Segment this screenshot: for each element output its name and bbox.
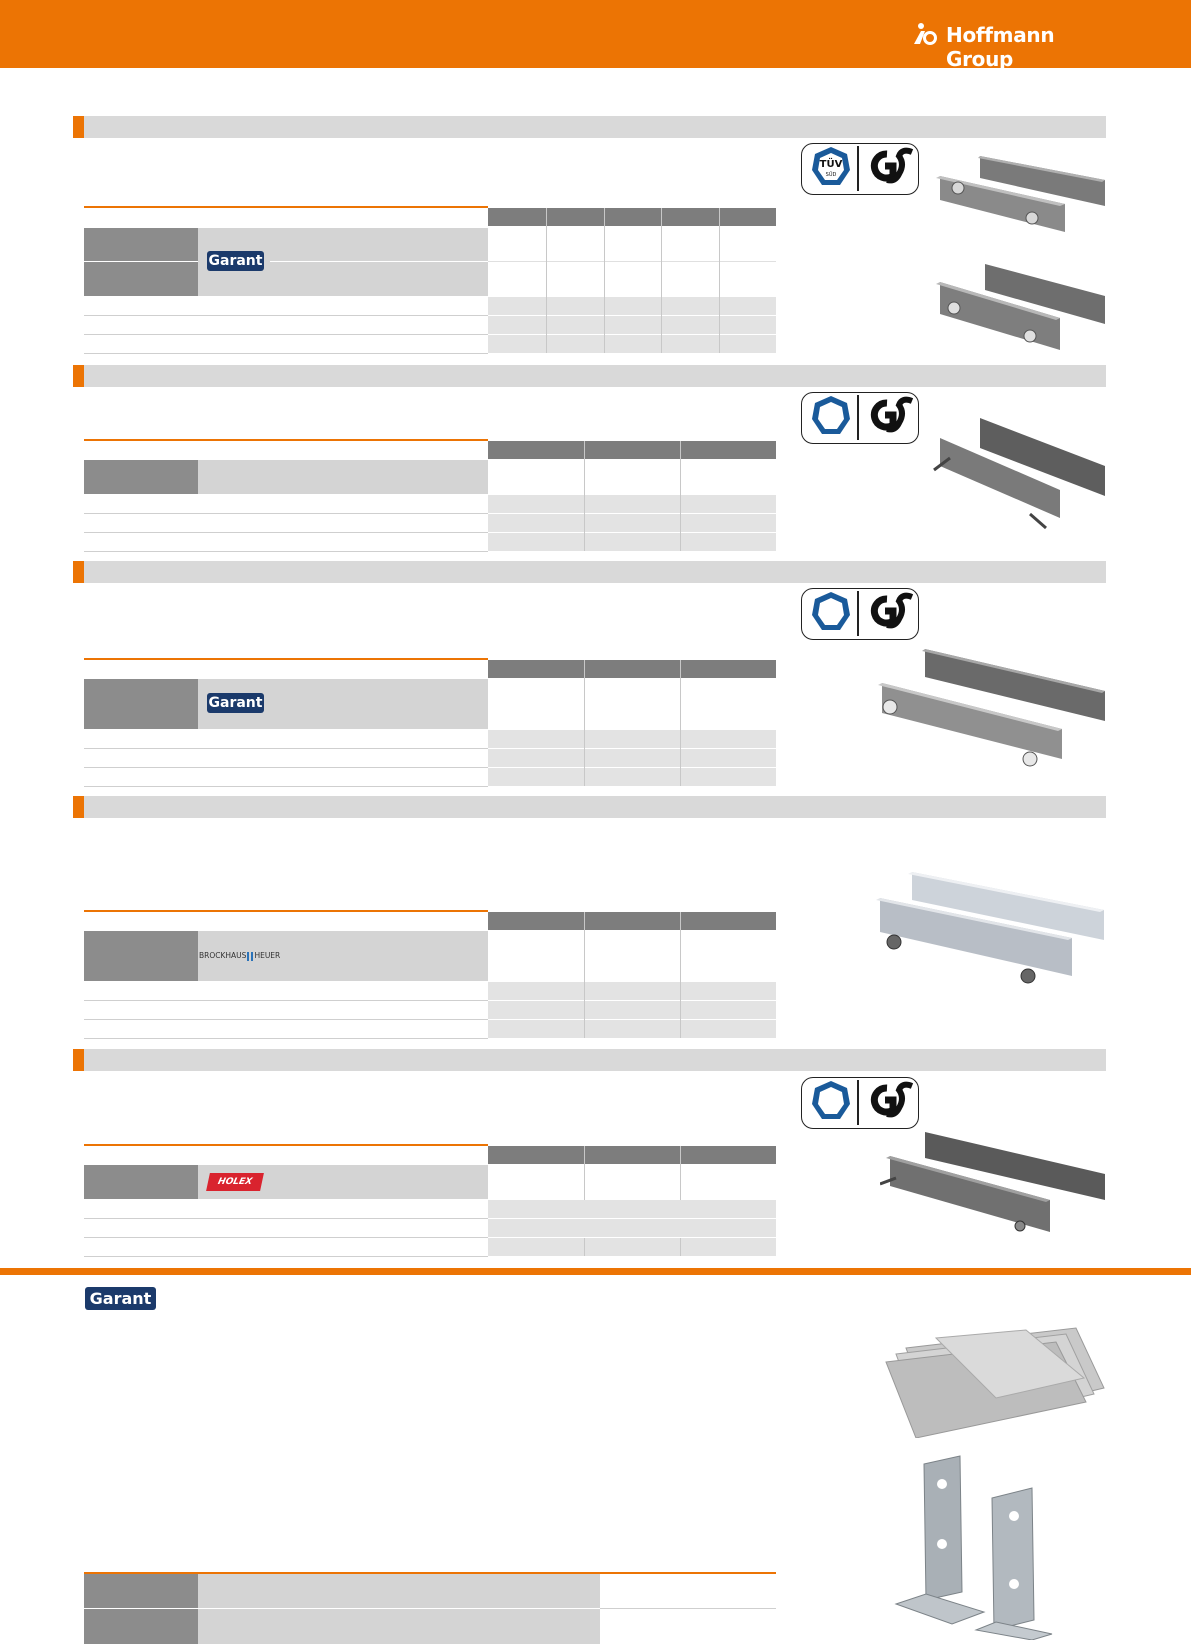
table-5-label-cell bbox=[84, 1165, 198, 1199]
table-2-row-3 bbox=[488, 533, 776, 551]
table-3-line-2 bbox=[84, 767, 488, 768]
table-1-brand-divider bbox=[270, 261, 488, 262]
table-3-line-1 bbox=[84, 748, 488, 749]
section-4-rule bbox=[84, 910, 488, 912]
vise-jaw-photo-1 bbox=[930, 148, 1110, 240]
table-1-label-divider bbox=[84, 261, 198, 262]
bottom-table-value-divider bbox=[600, 1608, 776, 1609]
table-1-header bbox=[488, 208, 776, 226]
section-marker-4 bbox=[73, 796, 84, 818]
table-3-row-2 bbox=[488, 749, 776, 767]
table-5-col-1a bbox=[584, 1146, 585, 1200]
table-1-label-cell bbox=[84, 228, 198, 296]
table-2-line-1 bbox=[84, 513, 488, 514]
tuv-gs-badge-5 bbox=[801, 1077, 919, 1129]
table-3-col-2 bbox=[680, 660, 681, 786]
table-4-col-1 bbox=[584, 912, 585, 1038]
section-header-1 bbox=[73, 116, 1106, 138]
section-3-rule bbox=[84, 658, 488, 660]
garant-logo: Garant bbox=[208, 695, 263, 711]
table-5-col-2b bbox=[680, 1238, 681, 1256]
table-3-col-1 bbox=[584, 660, 585, 786]
table-3-row-1 bbox=[488, 730, 776, 748]
vise-jaw-photo-4 bbox=[870, 645, 1110, 770]
angle-brackets-photo bbox=[892, 1454, 1072, 1640]
table-5-col-1b bbox=[584, 1238, 585, 1256]
garant-logo: Garant bbox=[208, 253, 263, 269]
brockhaus-heuer-logo: BROCKHAUS HEUER bbox=[199, 951, 281, 960]
section-marker-2 bbox=[73, 365, 84, 387]
table-4-header bbox=[488, 912, 776, 930]
table-1-col-1 bbox=[546, 208, 547, 353]
vise-jaw-photo-3 bbox=[930, 414, 1110, 534]
table-4-row-1 bbox=[488, 982, 776, 1000]
table-5-line-1 bbox=[84, 1218, 488, 1219]
vise-jaw-photo-2 bbox=[930, 258, 1110, 354]
table-1-col-2 bbox=[604, 208, 605, 353]
table-2-label-cell bbox=[84, 460, 198, 494]
bottom-table-label-cell bbox=[84, 1574, 198, 1644]
section-header-4 bbox=[73, 796, 1106, 818]
table-1-row-1 bbox=[488, 297, 776, 315]
tuv-gs-badge-3 bbox=[801, 588, 919, 640]
table-1-row-3 bbox=[488, 335, 776, 353]
table-4-row-3 bbox=[488, 1020, 776, 1038]
table-5-col-2a bbox=[680, 1146, 681, 1200]
tuv-label: TÜV bbox=[819, 159, 843, 170]
section-header-3 bbox=[73, 561, 1106, 583]
table-1-line-2 bbox=[84, 334, 488, 335]
table-3-header bbox=[488, 660, 776, 678]
section-5-rule bbox=[84, 1144, 488, 1146]
table-2-line-3 bbox=[84, 551, 488, 552]
bottom-table-desc-divider bbox=[198, 1608, 600, 1609]
table-2-row-2 bbox=[488, 514, 776, 532]
table-2-col-2 bbox=[680, 441, 681, 551]
vise-jaw-photo-5 bbox=[872, 868, 1112, 990]
table-1-line-1 bbox=[84, 315, 488, 316]
table-4-row-2 bbox=[488, 1001, 776, 1019]
table-1-line-3 bbox=[84, 353, 488, 354]
table-5-row-2 bbox=[488, 1219, 776, 1237]
tuv-gs-badge-2 bbox=[801, 392, 919, 444]
section-marker-5 bbox=[73, 1049, 84, 1071]
section-header-5 bbox=[73, 1049, 1106, 1071]
table-1-col-3 bbox=[661, 208, 662, 353]
brand-name: Hoffmann Group bbox=[946, 23, 1055, 71]
table-4-line-3 bbox=[84, 1038, 488, 1039]
vise-jaw-photo-6 bbox=[880, 1128, 1110, 1240]
table-5-row-1 bbox=[488, 1200, 776, 1218]
bottom-orange-divider bbox=[0, 1268, 1191, 1275]
table-4-col-2 bbox=[680, 912, 681, 1038]
section-marker-3 bbox=[73, 561, 84, 583]
table-4-line-2 bbox=[84, 1019, 488, 1020]
holex-logo: HOLEX bbox=[206, 1173, 264, 1191]
table-3-label-cell bbox=[84, 679, 198, 729]
table-2-col-1 bbox=[584, 441, 585, 551]
table-1-col-4 bbox=[719, 208, 720, 353]
table-1-value-divider bbox=[488, 261, 776, 262]
section-2-rule bbox=[84, 439, 488, 441]
bottom-table-desc-cell bbox=[198, 1574, 600, 1644]
table-4-line-1 bbox=[84, 1000, 488, 1001]
section-marker-1 bbox=[73, 116, 84, 138]
shim-plates-photo bbox=[876, 1318, 1108, 1438]
tuv-sub-label: SÜD bbox=[825, 172, 837, 178]
table-1-row-2 bbox=[488, 316, 776, 334]
table-5-line-3 bbox=[84, 1256, 488, 1257]
section-header-2 bbox=[73, 365, 1106, 387]
table-2-row-1 bbox=[488, 495, 776, 513]
table-3-line-3 bbox=[84, 786, 488, 787]
table-4-label-cell bbox=[84, 931, 198, 981]
table-3-row-3 bbox=[488, 768, 776, 786]
table-5-row-3 bbox=[488, 1238, 776, 1256]
table-2-header bbox=[488, 441, 776, 459]
table-5-header bbox=[488, 1146, 776, 1164]
garant-logo: Garant bbox=[85, 1287, 156, 1310]
table-2-brand-cell bbox=[198, 460, 488, 494]
table-5-line-2 bbox=[84, 1237, 488, 1238]
table-2-line-2 bbox=[84, 532, 488, 533]
hoffmann-logo-icon bbox=[912, 22, 938, 46]
bottom-table-label-divider bbox=[84, 1608, 198, 1609]
section-1-rule bbox=[84, 206, 488, 208]
